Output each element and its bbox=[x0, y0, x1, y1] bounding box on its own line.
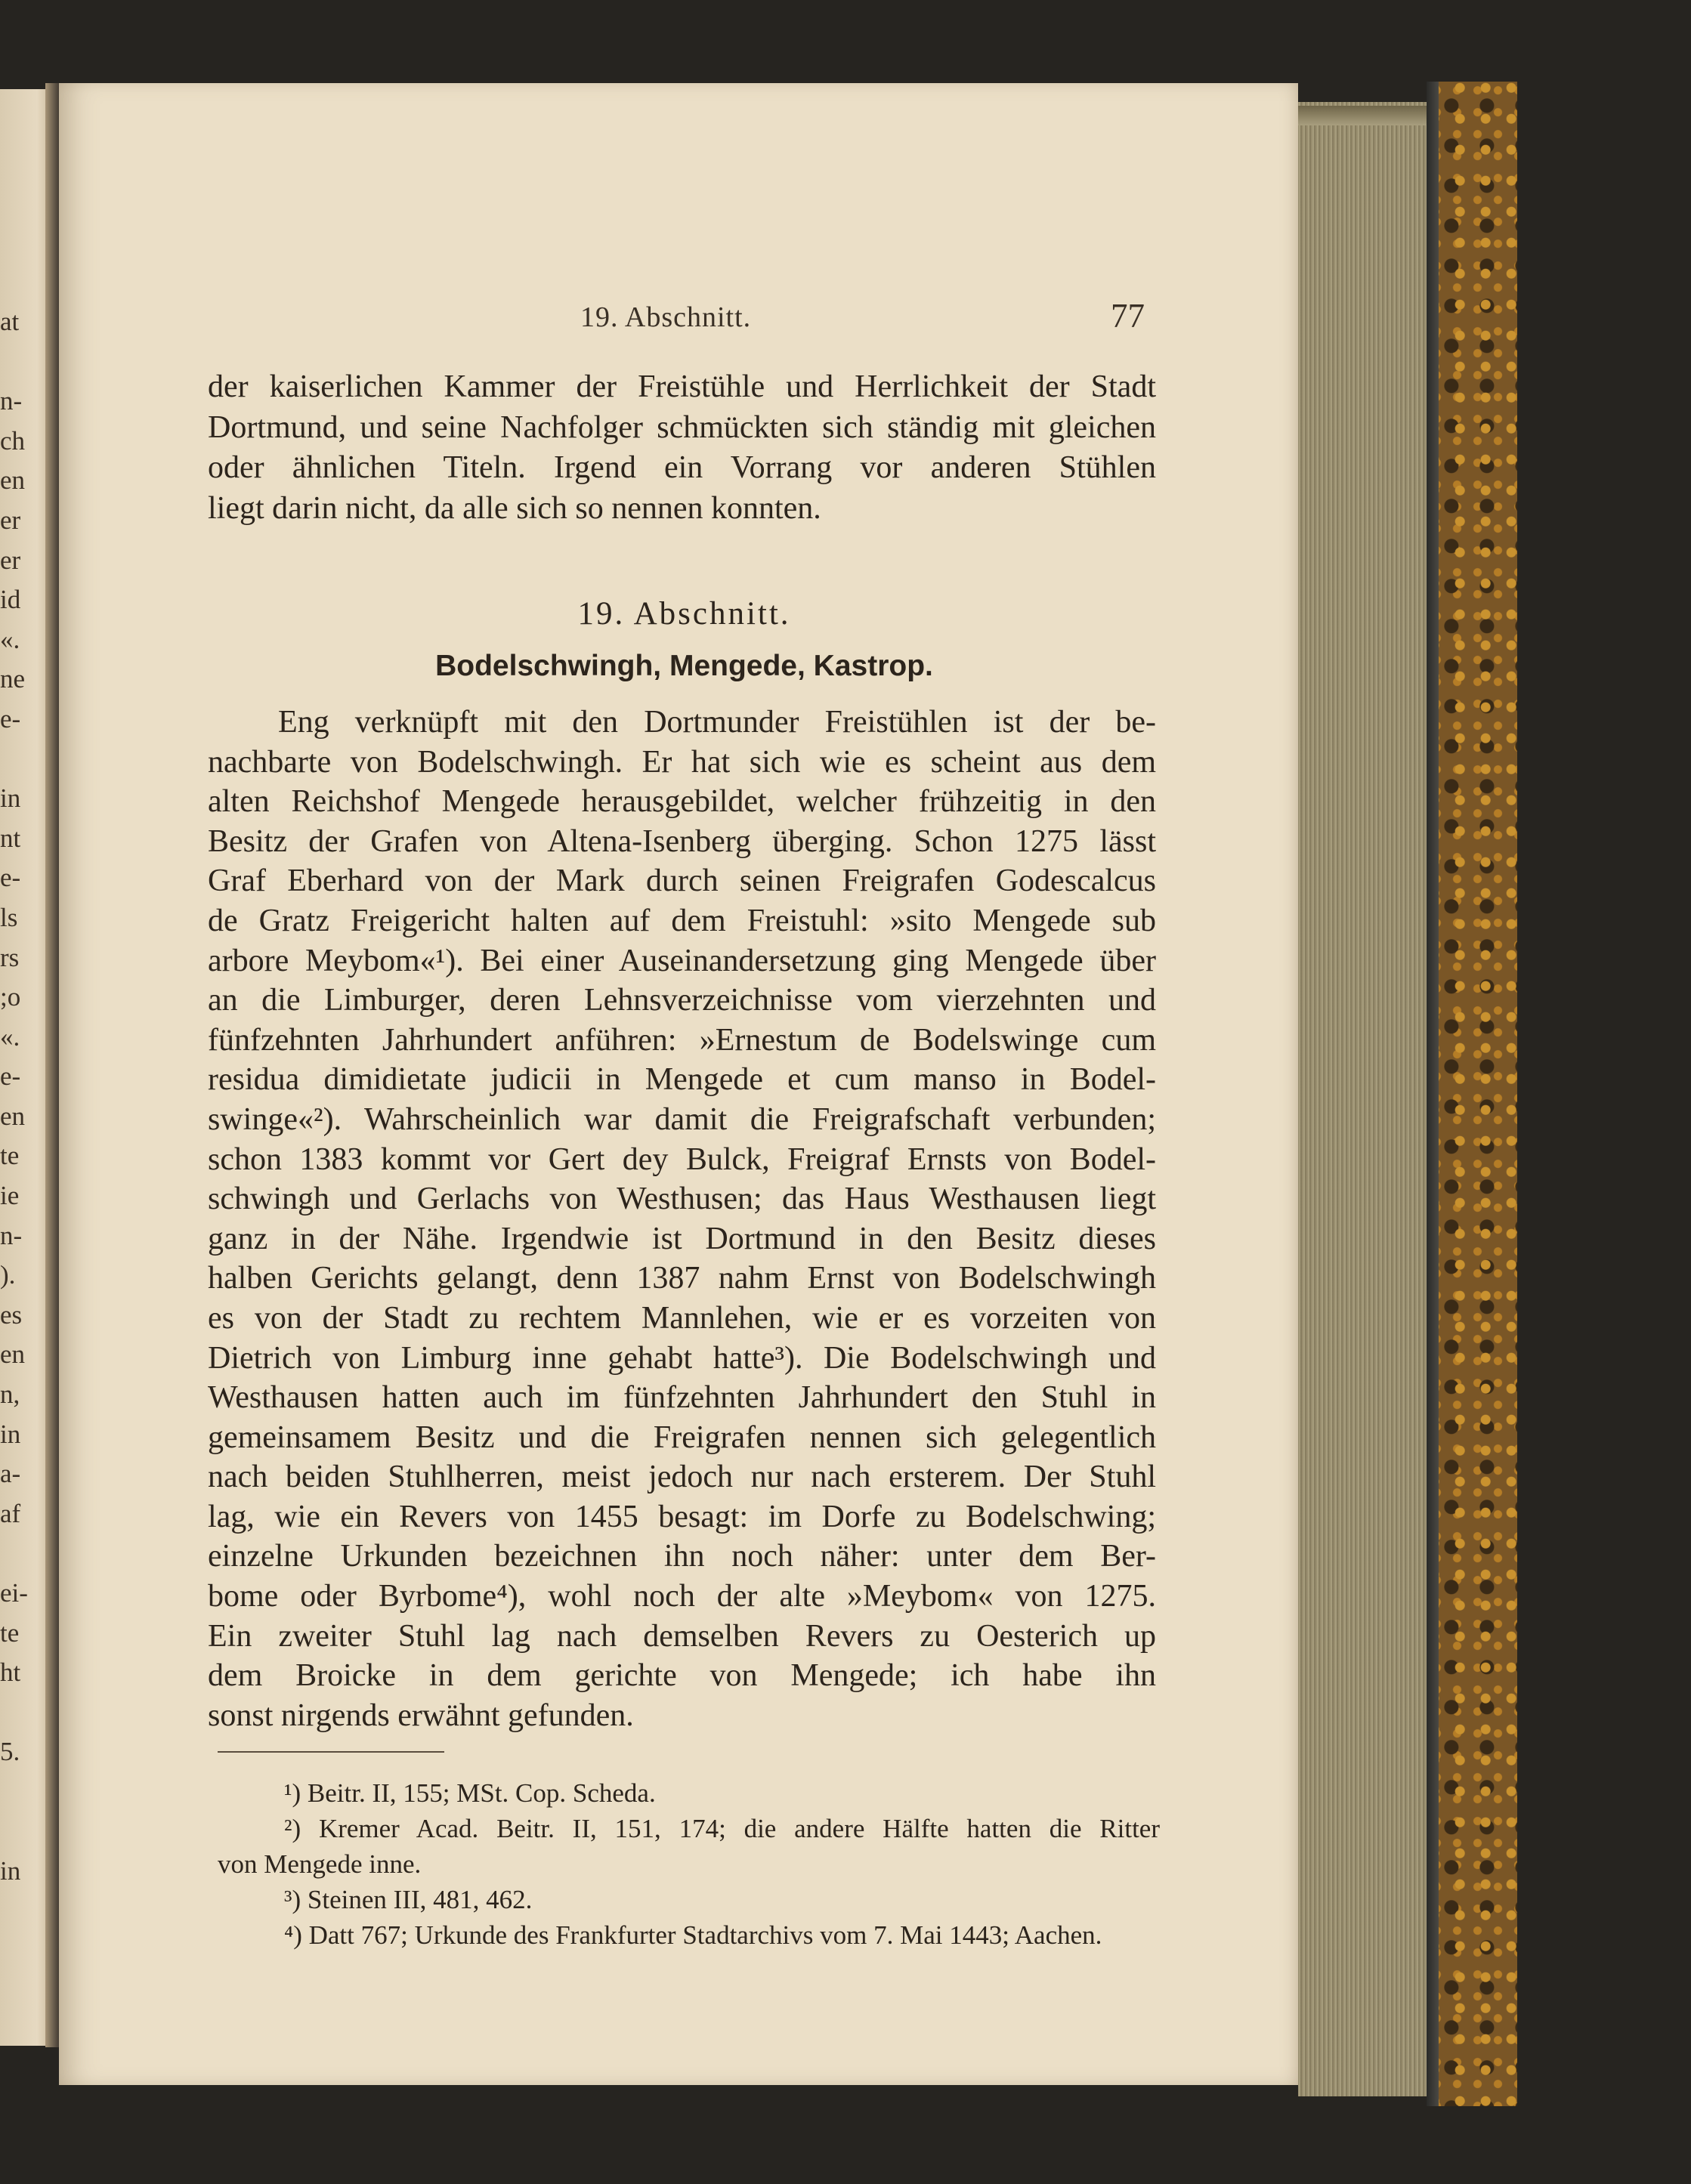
footnote-line: von Mengede inne. bbox=[218, 1849, 422, 1879]
left-page-fragment bbox=[0, 1772, 18, 1812]
left-page-fragment: te bbox=[0, 1141, 20, 1171]
text-line: nachbarte von Bodelschwingh. Er hat sich wie es scheint aus dem bbox=[208, 744, 1156, 780]
left-page-fragment bbox=[0, 1534, 18, 1574]
text-line: swinge«²). Wahrscheinlich war damit die Freigrafschaft verbunden; bbox=[208, 1101, 1156, 1137]
left-page-fragment: ;o bbox=[0, 982, 21, 1012]
text-line: Westhausen hatten auch im fünfzehnten Jahrhundert den Stuhl in bbox=[208, 1380, 1156, 1416]
left-page-fragment: e- bbox=[0, 863, 21, 893]
left-page-fragment: «. bbox=[0, 1021, 20, 1052]
left-page-fragment: ). bbox=[0, 1260, 16, 1290]
left-page-fragment: en bbox=[0, 1339, 26, 1370]
book-page bbox=[59, 83, 1298, 2085]
text-line: nach beiden Stuhlherren, meist jedoch nur nach ersterem. Der Stuhl bbox=[208, 1460, 1156, 1495]
footnote-line: ¹) Beitr. II, 155; MSt. Cop. Scheda. bbox=[284, 1778, 656, 1808]
text-line: arbore Meybom«¹). Bei einer Auseinandersetzung ging Mengede über bbox=[208, 943, 1156, 978]
left-page-fragment: 5. bbox=[0, 1737, 20, 1767]
left-page-fragment bbox=[0, 1693, 18, 1733]
text-line: de Gratz Freigericht halten auf dem Freistuhl: »sito Mengede sub bbox=[208, 903, 1156, 938]
cover-spine-edge bbox=[1427, 82, 1439, 2106]
text-line: halben Gerichts gelangt, denn 1387 nahm Ernst von Bodelschwingh bbox=[208, 1261, 1156, 1296]
left-page-fragment: «. bbox=[0, 624, 20, 654]
section-number: 19. Abschnitt. bbox=[577, 596, 791, 632]
text-line: fünfzehnten Jahrhundert anführen: »Ernestum de Bodelswinge cum bbox=[208, 1022, 1156, 1058]
text-line: an die Limburger, deren Lehnsverzeichnisse vom vierzehnten und bbox=[208, 983, 1156, 1018]
left-page-fragment: en bbox=[0, 465, 26, 496]
left-page-fragment: en bbox=[0, 1101, 26, 1131]
text-line: oder ähnlichen Titeln. Irgend ein Vorrang vor anderen Stühlen bbox=[208, 450, 1156, 486]
text-line: alten Reichshof Mengede herausgebildet, welcher frühzeitig in den bbox=[208, 784, 1156, 820]
top-paragraph bbox=[208, 367, 1156, 529]
left-page-fragment: at bbox=[0, 307, 20, 336]
left-page-fragment: id bbox=[0, 585, 21, 615]
left-page-fragment: ne bbox=[0, 664, 26, 694]
marbled-cover bbox=[1427, 82, 1517, 2106]
left-page-fragment: in bbox=[0, 1856, 21, 1886]
text-line: schwingh und Gerlachs von Westhusen; das Haus Westhausen liegt bbox=[208, 1182, 1156, 1217]
left-page-fragment: nt bbox=[0, 823, 21, 853]
body-paragraph bbox=[208, 703, 1156, 1735]
text-line: liegt darin nicht, da alle sich so nennen konnten. bbox=[208, 490, 821, 526]
text-line: bome oder Byrbome⁴), wohl noch der alte »Meybom« von 1275. bbox=[208, 1579, 1156, 1614]
left-page-fragment: e- bbox=[0, 1061, 21, 1092]
left-page-fragment: n- bbox=[0, 386, 23, 416]
text-line: Graf Eberhard von der Mark durch seinen Freigrafen Godescalcus bbox=[208, 863, 1156, 899]
left-page-text-fragments bbox=[0, 302, 28, 1892]
left-page-fragment: er bbox=[0, 505, 21, 535]
left-page-fragment: er bbox=[0, 545, 21, 575]
left-page-fragment: in bbox=[0, 783, 21, 814]
text-line: Dortmund, und seine Nachfolger schmückten sich ständig mit gleichen bbox=[208, 409, 1156, 445]
text-line: ganz in der Nähe. Irgendwie ist Dortmund in den Besitz dieses bbox=[208, 1221, 1156, 1256]
page-number: 77 bbox=[1111, 297, 1145, 335]
text-line: residua dimidietate judicii in Mengede et cum manso in Bodel- bbox=[208, 1062, 1156, 1098]
footnote-line: ⁴) Datt 767; Urkunde des Frankfurter Stadtarchivs vom 7. Mai 1443; Aachen. bbox=[284, 1920, 1102, 1950]
left-page-fragment bbox=[0, 740, 18, 780]
left-page-fragment: ht bbox=[0, 1657, 21, 1688]
page-block-top bbox=[1298, 106, 1427, 125]
left-page-fragment: n- bbox=[0, 1220, 23, 1250]
text-line: gemeinsamem Besitz und die Freigrafen nennen sich gelegentlich bbox=[208, 1419, 1156, 1455]
text-line: Ein zweiter Stuhl lag nach demselben Revers zu Oesterich up bbox=[208, 1618, 1156, 1654]
left-page-fragment: ch bbox=[0, 425, 26, 456]
left-page-fragment: a- bbox=[0, 1459, 21, 1489]
text-line: einzelne Urkunden bezeichnen ihn noch näher: unter dem Ber- bbox=[208, 1539, 1156, 1574]
text-line: Eng verknüpft mit den Dortmunder Freistühlen ist der be- bbox=[278, 705, 1156, 740]
left-page-fragment: af bbox=[0, 1498, 21, 1528]
text-line: der kaiserlichen Kammer der Freistühle und Herrlichkeit der Stadt bbox=[208, 369, 1156, 404]
left-page-fragment: ie bbox=[0, 1181, 20, 1211]
left-page-fragment: ls bbox=[0, 902, 18, 932]
section-title: Bodelschwingh, Mengede, Kastrop. bbox=[435, 650, 933, 682]
text-line: Dietrich von Limburg inne gehabt hatte³). Die Bodelschwingh und bbox=[208, 1340, 1156, 1376]
running-head: 19. Abschnitt. bbox=[580, 301, 752, 333]
left-page-fragment: ei- bbox=[0, 1578, 28, 1608]
text-line: dem Broicke in dem gerichte von Mengede; ich habe ihn bbox=[208, 1658, 1156, 1694]
footnote-line: ²) Kremer Acad. Beitr. II, 151, 174; die andere Hälfte hatten die Ritter bbox=[284, 1814, 1160, 1843]
left-page-fragment bbox=[0, 342, 18, 382]
left-page-fragment: es bbox=[0, 1299, 23, 1330]
footnote-line: ³) Steinen III, 481, 462. bbox=[284, 1885, 533, 1914]
left-page-fragment: e- bbox=[0, 703, 21, 734]
left-page-fragment bbox=[0, 1812, 18, 1852]
footnotes bbox=[214, 1775, 1160, 1953]
text-line: sonst nirgends erwähnt gefunden. bbox=[208, 1697, 634, 1733]
left-page-fragment: n, bbox=[0, 1379, 20, 1410]
text-line: Besitz der Grafen von Altena-Isenberg überging. Schon 1275 lässt bbox=[208, 823, 1156, 859]
text-line: lag, wie ein Revers von 1455 besagt: im Dorfe zu Bodelschwing; bbox=[208, 1499, 1156, 1534]
footnote-divider bbox=[218, 1751, 444, 1753]
page-block-edges bbox=[1298, 102, 1427, 2096]
left-page-fragment: in bbox=[0, 1419, 21, 1449]
left-page-fragment: te bbox=[0, 1617, 20, 1648]
left-page-fragment: rs bbox=[0, 942, 20, 972]
text-line: es von der Stadt zu rechtem Mannlehen, wie er es vorzeiten von bbox=[208, 1300, 1156, 1336]
text-line: schon 1383 kommt vor Gert dey Bulck, Freigraf Ernsts von Bodel- bbox=[208, 1141, 1156, 1177]
